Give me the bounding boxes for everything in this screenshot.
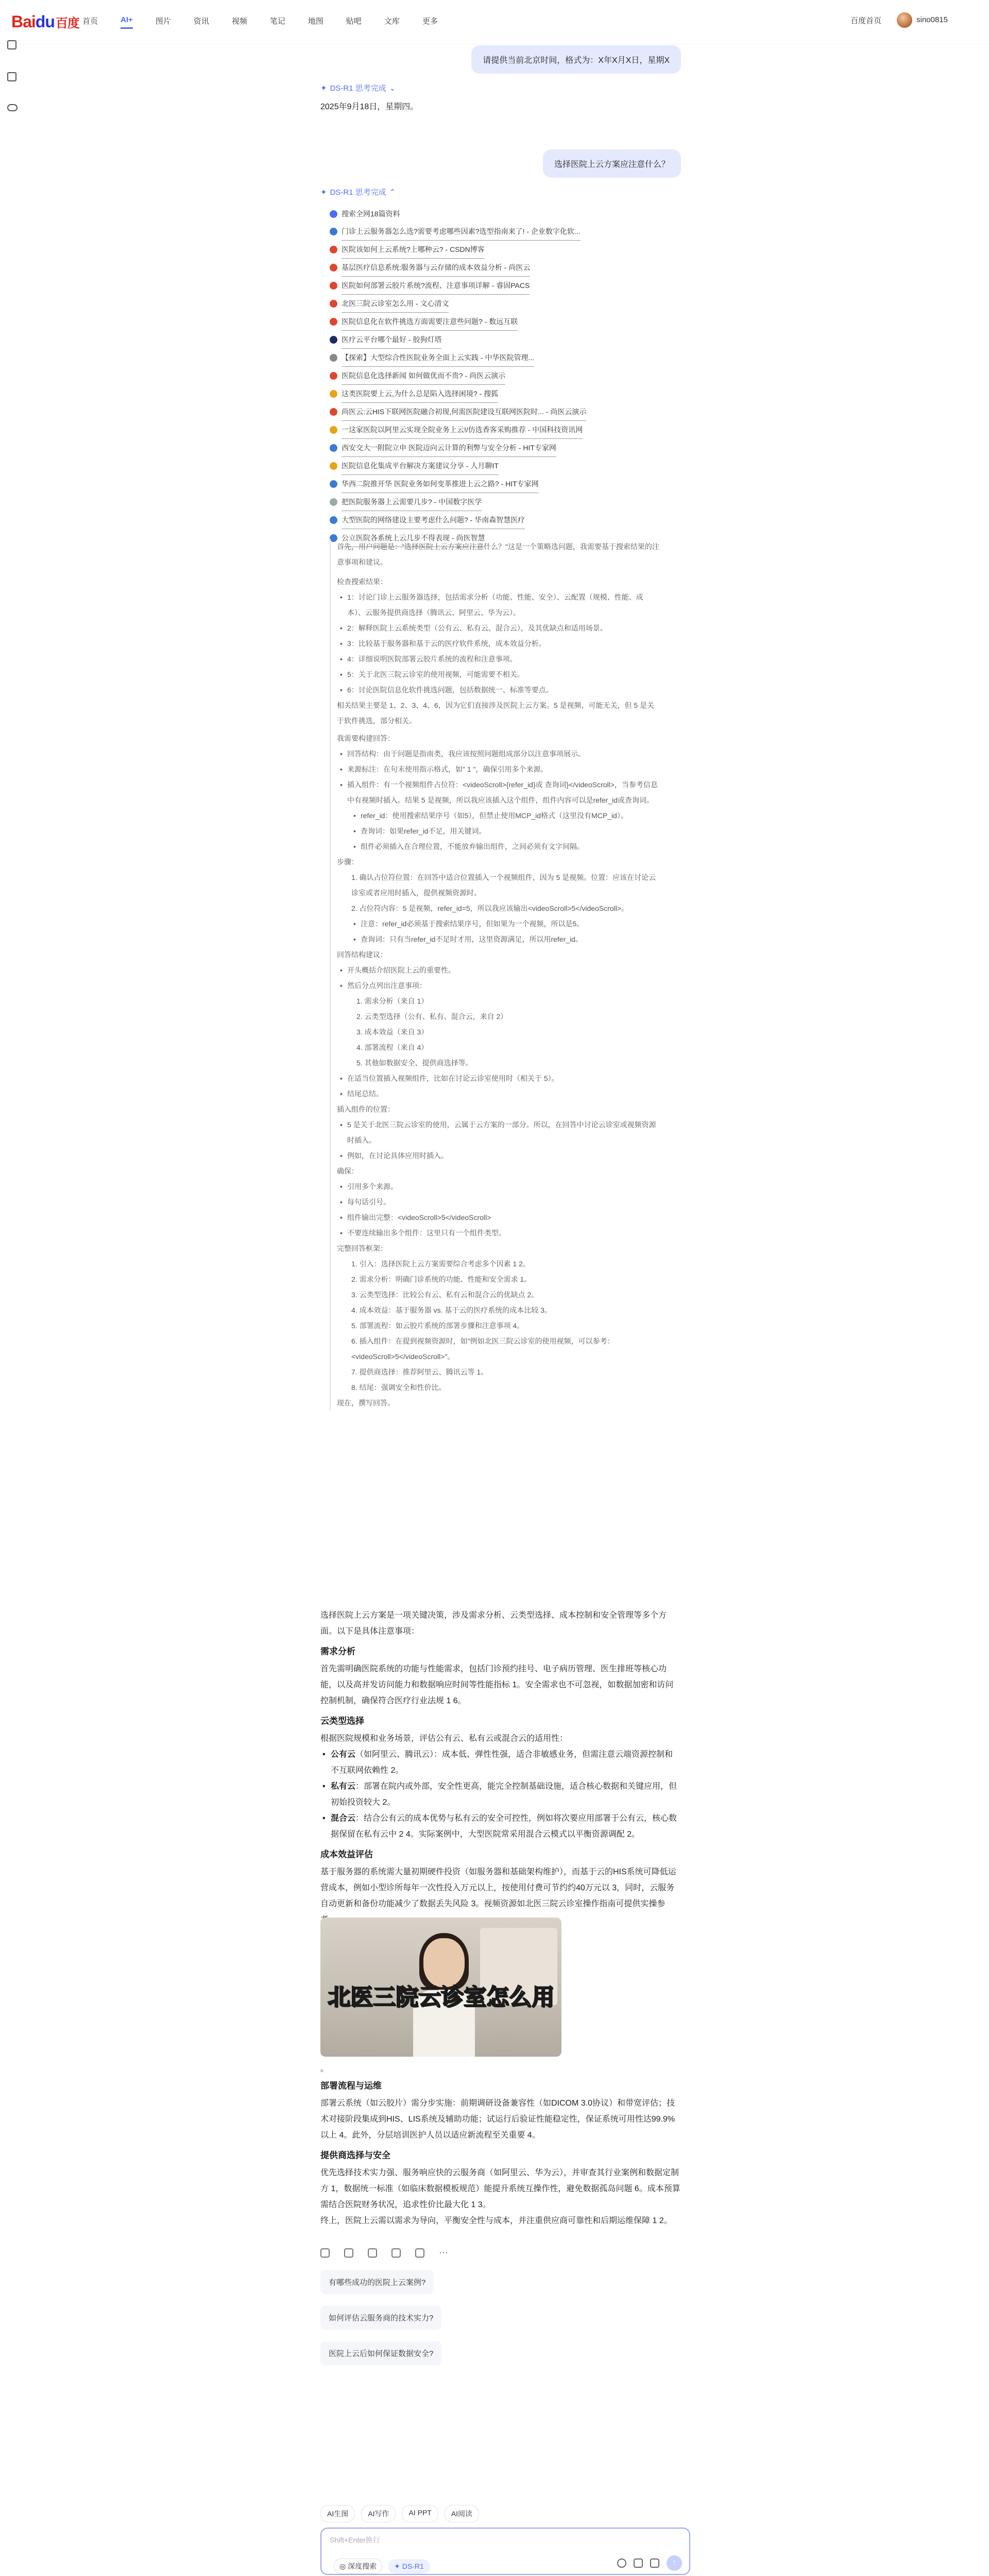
- reference-title: 一这家医院以阿里云实现全院业务上云!/仿选香客采购推荐 - 中国科技资讯网: [342, 421, 583, 439]
- thinking-step: 3. 云类型选择：比较公有云、私有云和混合云的优缺点 2。: [351, 1291, 539, 1299]
- thinking-bullet: • 结尾总结。: [337, 1086, 659, 1101]
- bullet-bold: 私有云: [331, 1782, 356, 1791]
- thinking-step: 3. 成本效益（来自 3）: [356, 1028, 429, 1036]
- nav-tab-home[interactable]: 首页: [82, 17, 98, 26]
- nav-tab-video[interactable]: 视频: [231, 17, 247, 26]
- thinking-sub-bullet: • 查询词：只有当refer_id不足时才用，这里资源满足，所以用refer_id。: [337, 931, 659, 947]
- top-navigation-bar: [0, 0, 989, 44]
- source-icon: [330, 480, 337, 488]
- thinking-bullet: • 3：比较基于服务器和基于云的医疗软件系统，成本效益分析。: [337, 636, 659, 651]
- thinking-bullet: • 然后分点列出注意事项：: [337, 978, 659, 993]
- answer-paragraph: 终上，医院上云需以需求为导向，平衡安全性与成本，并注重供应商可靠性和后期运维保障 1 2。: [320, 2216, 672, 2225]
- input-placeholder: Shift+Enter换行: [330, 2536, 380, 2544]
- answer-bullet: [320, 1810, 681, 1842]
- followup-chip[interactable]: 有哪些成功的医院上云案例?: [320, 2270, 434, 2294]
- thinking-bullet: • 回答结构：由于问题是指南类，我应该按照问题组成部分以注意事项展示。: [337, 746, 659, 761]
- followup-suggestions: [320, 2270, 441, 2365]
- logo-text-b: du: [35, 12, 55, 31]
- source-icon: [330, 372, 337, 380]
- thinking-step: 4. 成本效益：基于服务器 vs. 基于云的医疗系统的成本比较 3。: [351, 1306, 552, 1314]
- presenter-face: [423, 1938, 465, 1987]
- reference-title: 医院信息化选择新闻 如何做优而不贵? - 尚医云演示: [342, 367, 505, 385]
- username: sino0815: [916, 15, 948, 24]
- input-actions: [617, 2555, 682, 2571]
- reference-title: 门诊上云服务器怎么选?需要考虑哪些因素?选型指南来了! - 企业数字化软...: [342, 223, 581, 241]
- reference-item[interactable]: [330, 475, 659, 493]
- deep-search-label: 深度搜索: [348, 2562, 377, 2570]
- bullet-bold: 混合云: [331, 1814, 356, 1823]
- thinking-step: 4. 部署流程（来自 4）: [356, 1043, 429, 1052]
- reference-item[interactable]: [330, 277, 659, 295]
- avatar: [897, 12, 912, 28]
- thinking-step: 6. 插入组件：在提到视频资源时，如"例如北医三院云诊室的使用视频，可以参考：<videoScroll>5</videoScroll>"。: [351, 1337, 615, 1361]
- sparkle-icon: ✦: [320, 83, 327, 93]
- answer-paragraph: 部署云系统（如云胶片）需分步实施：前期调研设备兼容性（如DICOM 3.0协议）和带宽评估；技术对接阶段集成到HIS、LIS系统及辅助功能；试运行后验证性能稳定性，保证系统可用性达99.9%以上 4。此外，分层培训医护人员以适应新流程至关重要 4。: [320, 2099, 675, 2140]
- chevron-down-icon: ⌄: [389, 83, 396, 93]
- reference-list: [330, 205, 659, 547]
- source-icon: [330, 318, 337, 326]
- thinking-bullet: • 4：详细说明医院部署云胶片系统的流程和注意事项。: [337, 651, 659, 667]
- reference-item[interactable]: [330, 295, 659, 313]
- thinking-bullet: • 开头概括介绍医院上云的重要性。: [337, 962, 659, 978]
- answer-bullet: [320, 1747, 681, 1778]
- thinking-bullet: • 组件输出完整：<videoScroll>5</videoScroll>: [337, 1210, 659, 1225]
- reference-title: 医疗云平台哪个最好 - 胶狗灯塔: [342, 331, 441, 349]
- thinking-bullet: • 在适当位置插入视频组件，比如在讨论云诊室使用时（相关于 5）。: [337, 1071, 659, 1086]
- baidu-home-link[interactable]: 百度首页: [850, 16, 882, 25]
- reference-item[interactable]: [330, 511, 659, 529]
- reference-item[interactable]: [330, 259, 659, 277]
- left-rail: [7, 40, 18, 111]
- reference-heading[interactable]: [330, 205, 659, 223]
- source-icon: [330, 246, 337, 253]
- reference-item[interactable]: [330, 421, 659, 439]
- thinking-sub-bullet: • 查询词：如果refer_id不足，用关键词。: [337, 823, 659, 839]
- nav-tab-ai[interactable]: AI+: [121, 15, 133, 29]
- answer-paragraph: 根据医院规模和业务场景，评估公有云、私有云或混合云的适用性：: [320, 1734, 568, 1743]
- reference-title: 【探索】大型综合性医院业务全面上云实践 - 中华医院管理...: [342, 349, 534, 367]
- thinking-step: 2. 云类型选择（公有、私有、混合云，来自 2）: [356, 1012, 508, 1021]
- reference-item[interactable]: [330, 385, 659, 403]
- answer-paragraph: 优先选择技术实力强、服务响应快的云服务商（如阿里云、华为云），并审查其行业案例和数据定制方 1，数据统一标准（如临床数据模板规范）能提升系统互操作性，避免数据孤岛问题 6。成本预算需结合医院财务状况，追求性价比最大化 1 3。: [320, 2168, 680, 2209]
- thinking-text: 现在，撰写回答。: [337, 1399, 395, 1407]
- thumbs-down-icon[interactable]: [415, 2248, 424, 2258]
- answer-bullet: [320, 1778, 681, 1810]
- reference-title: 基层医疗信息系统:服务器与云存储的成本效益分析 - 尚医云: [342, 259, 530, 277]
- top-right-area: [850, 12, 948, 28]
- thinking-bullet: • 引用多个来源。: [337, 1179, 659, 1194]
- thinking-step: 5. 部署流程：如云胶片系统的部署步骤和注意事项 4。: [351, 1321, 524, 1330]
- tool-ai-reading[interactable]: AI阅读: [445, 2505, 479, 2522]
- input-options: [334, 2558, 430, 2574]
- thinking-bullet: • 每句话引号。: [337, 1194, 659, 1210]
- new-chat-icon[interactable]: [7, 72, 16, 81]
- upload-image-icon[interactable]: [634, 2558, 643, 2568]
- model-label: DS-R1: [402, 2562, 424, 2570]
- think-label-1: DS-R1 思考完成: [330, 84, 386, 93]
- nav-tab-map[interactable]: 地图: [308, 17, 323, 26]
- reference-item[interactable]: [330, 367, 659, 385]
- share-icon[interactable]: [344, 2248, 353, 2258]
- tool-ai-image[interactable]: AI生图: [320, 2505, 355, 2522]
- reference-title: 医院如何部署云胶片系统?流程、注意事项详解 - 睿固PACS: [342, 277, 530, 295]
- answer-actions: [320, 2248, 448, 2258]
- screenshot-icon[interactable]: [650, 2558, 659, 2568]
- source-icon: [330, 444, 337, 452]
- thinking-heading: 插入组件的位置：: [337, 1105, 395, 1113]
- thinking-text: 首先，用户问题是："选择医院上云方案应注意什么？"这是一个策略选问题，我需要基于搜索结果的注意事项和建议。: [337, 543, 659, 566]
- deep-search-toggle[interactable]: [334, 2558, 382, 2574]
- user-message-1: 请提供当前北京时间，格式为：X年X月X日，星期X: [471, 45, 681, 74]
- source-icon: [330, 336, 337, 344]
- user-menu[interactable]: [897, 12, 948, 28]
- thinking-step: 1. 确认占位符位置：在回答中适合位置插入一个视频组件，因为 5 是视频。位置：应该在讨论云诊室或者应用时插入，提供视频资源时。: [351, 873, 656, 897]
- thinking-step: 8. 结尾：强调安全和性价比。: [351, 1383, 446, 1392]
- tool-ai-writing[interactable]: AI写作: [361, 2505, 396, 2522]
- thinking-bullet: • 2：解释医院上云系统类型（公有云、私有云、混合云），及其优缺点和适用场景。: [337, 620, 659, 636]
- thinking-sub-bullet: • 注意：refer_id必须基于搜索结果序号，但如果为一个视频，所以是5。: [337, 916, 659, 931]
- thinking-process: [330, 539, 659, 1411]
- thinking-bullet: • 不要连续输出多个组件：这里只有一个组件类型。: [337, 1225, 659, 1241]
- answer-intro: 选择医院上云方案是一项关键决策，涉及需求分析、云类型选择、成本控制和安全管理等多个方面。以下是具体注意事项：: [320, 1611, 667, 1636]
- reference-title: 华西二院推开华 医院业务如何变革推进上云之路? - HIT专家网: [342, 475, 539, 493]
- video-card[interactable]: [320, 1918, 561, 2057]
- attach-icon[interactable]: [617, 2558, 626, 2568]
- reference-title: 这类医院要上云,为什么总是陷入选择困境? - 搜狐: [342, 385, 498, 403]
- section-heading: 需求分析: [320, 1647, 355, 1656]
- reference-title: 公立医院各系统上云几步不得表现 - 尚医智慧: [342, 529, 485, 547]
- source-icon: [330, 390, 337, 398]
- followup-chip[interactable]: 如何评估云服务商的技术实力?: [320, 2306, 441, 2330]
- thinking-sub-bullet: • 组件必须插入在合理位置，不能放弃输出组件，之间必须有文字间隔。: [337, 839, 659, 854]
- section-heading: 云类型选择: [320, 1716, 364, 1726]
- nav-tab-images[interactable]: 图片: [155, 17, 171, 26]
- thinking-step: 2. 需求分析：明确门诊系统的功能、性能和安全需求 1。: [351, 1275, 532, 1283]
- sparkle-icon: ✦: [394, 2562, 400, 2570]
- reference-title: 医院信息化集成平台解决方案建议分享 - 人月聊IT: [342, 457, 499, 475]
- thinking-bullet: • 5：关于北医三院云诊室的使用视频，可能需要不相关。: [337, 667, 659, 682]
- thinking-step: 5. 其他如数据安全、提供商选择等。: [356, 1059, 473, 1067]
- send-arrow-icon: ↑: [672, 2558, 676, 2567]
- reference-title: 把医院服务器上云需要几步? - 中国数字医学: [342, 493, 482, 511]
- thinking-bullet: • 5 是关于北医三院云诊室的使用，云属于云方案的一部分。所以，在回答中讨论云诊室或视频资源时插入。: [337, 1117, 659, 1148]
- thinking-text: 相关结果主要是 1、2、3、4、6，因为它们直接涉及医院上云方案。5 是视频，可能无关，但 5 是关于软件挑选，部分相关。: [337, 701, 655, 725]
- source-icon: [330, 228, 337, 235]
- think-label-2: DS-R1 思考完成: [330, 188, 386, 197]
- thinking-bullet: • 6：讨论医院信息化软件挑选问题，包括数据统一、标准等要点。: [337, 682, 659, 698]
- composer-tools: [320, 2505, 479, 2522]
- assistant-answer-2-continued: [320, 2061, 681, 2229]
- source-icon: [330, 354, 337, 362]
- thinking-bullet: • 来源标注：在句末使用指示格式，如" 1 "，确保引用多个来源。: [337, 761, 659, 777]
- reference-item[interactable]: [330, 313, 659, 331]
- thinking-bullet: • 例如，在讨论具体应用时插入。: [337, 1148, 659, 1163]
- thinking-heading: 我需要构建回答：: [337, 734, 395, 742]
- sparkle-icon: ✦: [320, 188, 327, 197]
- thinking-bullet: • 1：讨论门诊上云服务器选择，包括需求分析（功能、性能、安全）、云配置（规模、性能、成本）、云服务提供商选择（腾讯云、阿里云、华为云）。: [337, 589, 659, 620]
- history-icon[interactable]: [7, 104, 18, 111]
- thinking-heading: 回答结构建议：: [337, 951, 387, 959]
- nav-tab-tieba[interactable]: 贴吧: [346, 17, 362, 26]
- section-heading: 成本效益评估: [320, 1850, 373, 1859]
- search-icon: [330, 210, 337, 218]
- source-icon: [330, 498, 337, 506]
- thinking-sub-bullet: • refer_id：使用搜索结果序号（如5），但禁止使用MCP_id格式（这里没有MCP_id）。: [337, 808, 659, 823]
- bullet-bold: 公有云: [331, 1750, 356, 1759]
- bullet-text: （如阿里云、腾讯云）：成本低、弹性性强，适合非敏感业务，但需注意云端资源控制和不互联网依赖性 2。: [331, 1750, 673, 1775]
- logo-text-a: Bai: [11, 12, 36, 31]
- reference-item[interactable]: [330, 349, 659, 367]
- send-button[interactable]: [667, 2555, 682, 2571]
- think-toggle-2[interactable]: [320, 187, 396, 197]
- source-icon: [330, 264, 337, 272]
- source-icon: [330, 426, 337, 434]
- regenerate-icon[interactable]: [368, 2248, 377, 2258]
- bullet-text: ：部署在院内或外部，安全性更高，能完全控制基础设施，适合核心数据和关键应用，但初始投资较大 2。: [331, 1782, 677, 1807]
- more-icon[interactable]: ⋯: [439, 2247, 448, 2258]
- nav-tab-wenku[interactable]: 文库: [384, 17, 400, 26]
- thinking-step: 1. 引入：选择医院上云方案需要综合考虑多个因素 1 2。: [351, 1260, 530, 1268]
- thinking-bullet: • 插入组件：有一个视频组件占位符：<videoScroll>{refer_id}或 查询词}</videoScroll>，当参考信息中有视频时插入。结果 5 是视频，所以我应该插入这个组件，组件内容可以是refer_id或查询词。: [337, 777, 659, 808]
- reference-title: 医院信息化在软件挑选方面需要注意些问题? - 数远互联: [342, 313, 518, 331]
- baidu-logo[interactable]: [11, 12, 79, 31]
- sidebar-toggle-icon[interactable]: [7, 40, 16, 49]
- chat-input[interactable]: [320, 2528, 690, 2575]
- answer-dot: 。: [320, 2064, 329, 2073]
- bullet-text: ：结合公有云的成本优势与私有云的安全可控性，例如将次要应用部署于公有云，核心数据保留在私有云中 2 4。实际案例中，大型医院常采用混合云模式以平衡资源调配 2。: [331, 1814, 677, 1839]
- copy-icon[interactable]: [320, 2248, 330, 2258]
- assistant-answer-2: [320, 1607, 681, 1928]
- thinking-heading: 完整回答框架：: [337, 1244, 387, 1252]
- section-heading: 提供商选择与安全: [320, 2150, 390, 2160]
- assistant-answer-1: 2025年9月18日，星期四。: [320, 103, 419, 111]
- thinking-step: 2. 占位符内容：5 是视频，refer_id=5，所以我应该输出<videoScroll>5</videoScroll>。: [351, 904, 629, 912]
- reference-item[interactable]: [330, 403, 659, 421]
- thinking-step: 7. 提供商选择：推荐阿里云、腾讯云等 1。: [351, 1368, 488, 1376]
- thinking-heading: 确保：: [337, 1167, 359, 1175]
- reference-title: 大型医院的网络建设主要考虑什么问题? - 华南森智慧医疗: [342, 511, 525, 529]
- followup-chip[interactable]: 医院上云后如何保证数据安全?: [320, 2341, 441, 2365]
- source-icon: [330, 516, 337, 524]
- source-icon: [330, 300, 337, 308]
- reference-item[interactable]: [330, 457, 659, 475]
- thinking-heading: 步骤：: [337, 858, 359, 866]
- reference-item[interactable]: [330, 439, 659, 457]
- nav-tab-more[interactable]: 更多: [422, 17, 438, 26]
- reference-item[interactable]: [330, 493, 659, 511]
- reference-heading-text: 搜索全网18篇资料: [342, 210, 400, 218]
- reference-title: 尚医云:云HIS下联网医院融合初现,何需医院建设互联网医院时... - 尚医云演示: [342, 403, 586, 421]
- answer-paragraph: 基于服务器的系统需大量初期硬件投资（如服务器和基础架构维护），而基于云的HIS系统可降低运营成本，例如小型诊所每年一次性投入万元以上，按使用付费可节约约40万元以 3，同时，云服务自动更新和备份功能减少了数据丢失风险 3。视频资源如北医三院云诊室操作指南可提供实操参: [320, 1868, 676, 1908]
- globe-icon: ◎: [339, 2562, 346, 2570]
- section-heading: 部署流程与运维: [320, 2081, 382, 2091]
- source-icon: [330, 408, 337, 416]
- think-toggle-1[interactable]: [320, 82, 396, 93]
- nav-tab-news[interactable]: 资讯: [193, 17, 209, 26]
- reference-title: 北医三院云诊室怎么用 - 文心清文: [342, 295, 449, 313]
- tool-ai-ppt[interactable]: AI PPT: [402, 2505, 438, 2522]
- answer-paragraph: 首先需明确医院系统的功能与性能需求，包括门诊预约挂号、电子病历管理、医生排班等核心功能，以及高并发访问能力和数据响应时间等性能指标 1。安全需求也不可忽视，如数据加密和访问控制机制，确保符合医疗行业法规 1 6。: [320, 1665, 674, 1705]
- nav-tab-notes[interactable]: 笔记: [269, 17, 285, 26]
- model-selector[interactable]: [388, 2560, 430, 2573]
- logo-text-c: 百度: [55, 16, 79, 30]
- video-caption: 北医三院云诊室怎么用: [328, 1985, 554, 2010]
- thumbs-up-icon[interactable]: [391, 2248, 401, 2258]
- user-message-2: 选择医院上云方案应注意什么？: [543, 149, 681, 178]
- chevron-up-icon: ⌃: [389, 188, 396, 197]
- nav-tabs: [82, 15, 438, 29]
- reference-item[interactable]: [330, 331, 659, 349]
- reference-item[interactable]: [330, 241, 659, 259]
- thinking-step: 1. 需求分析（来自 1）: [356, 997, 429, 1005]
- thinking-heading: 检查搜索结果：: [337, 578, 387, 586]
- source-icon: [330, 282, 337, 290]
- reference-title: 医院该如何上云系统?上哪种云? - CSDN博客: [342, 241, 485, 259]
- source-icon: [330, 462, 337, 470]
- reference-item[interactable]: [330, 223, 659, 241]
- reference-title: 西安交大一附院立申 医院迈向云计算的利弊与安全分析 - HIT专家网: [342, 439, 556, 457]
